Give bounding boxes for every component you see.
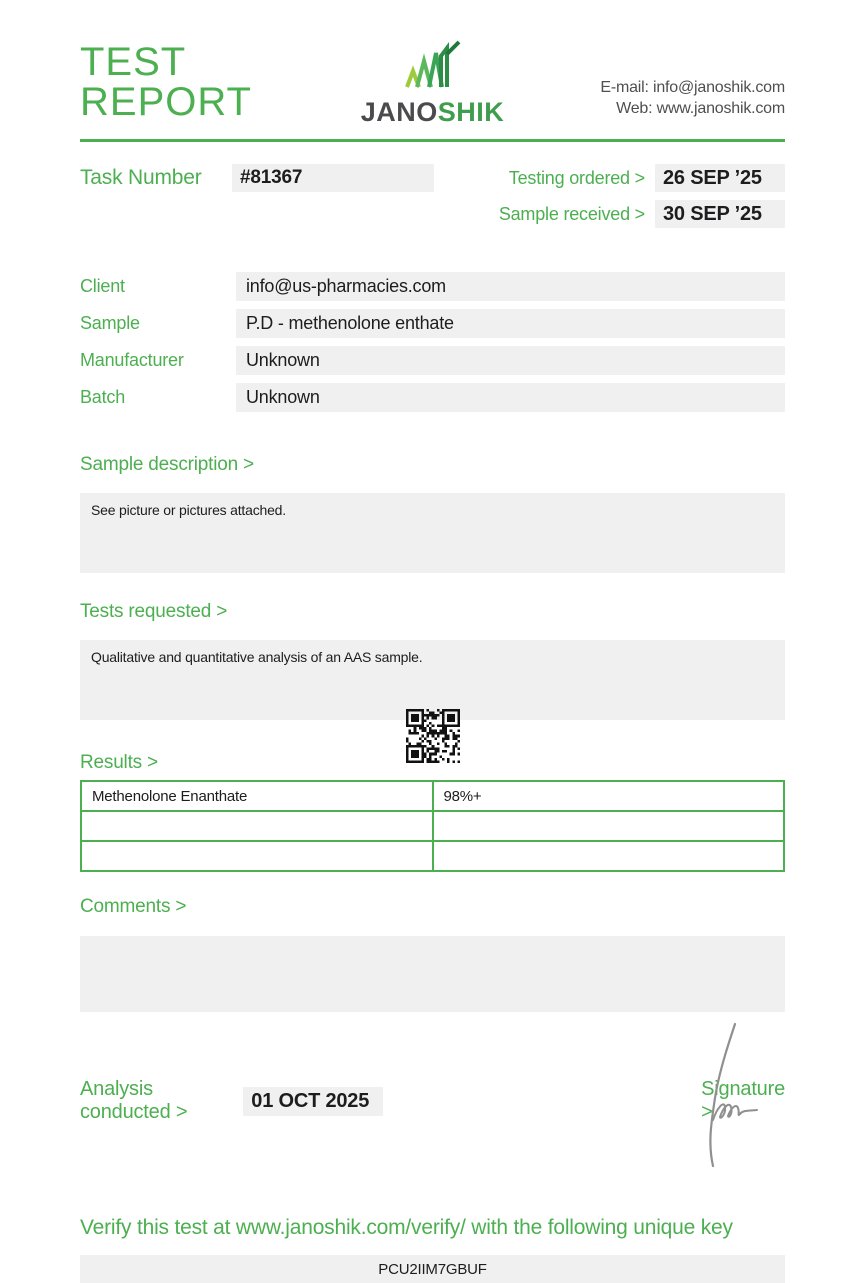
table-row: [81, 841, 784, 871]
client-value: info@us-pharmacies.com: [236, 272, 785, 301]
results-heading: Results >: [80, 752, 158, 773]
tests-requested-text: Qualitative and quantitative analysis of an AAS sample.: [91, 649, 423, 665]
contact-info: [504, 77, 785, 126]
signature-scribble: [671, 1020, 767, 1175]
contact-email: E-mail: info@janoshik.com: [600, 78, 785, 96]
sample-description-text: See picture or pictures attached.: [91, 502, 286, 518]
results-table: [80, 780, 785, 872]
testing-ordered-value: 26 SEP ’25: [655, 164, 785, 192]
sample-label: Sample: [80, 313, 140, 333]
logo-text-jano: JANO: [360, 97, 438, 127]
detail-row-sample: [80, 309, 785, 338]
unique-key-value: PCU2IIM7GBUF: [80, 1255, 785, 1283]
result-value: 98%+: [433, 781, 785, 811]
sample-description-box: [80, 493, 785, 573]
detail-row-client: [80, 272, 785, 301]
table-row: [81, 781, 784, 811]
results-header-area: [80, 724, 785, 780]
task-number-row: [80, 164, 434, 192]
tests-requested-heading: Tests requested >: [80, 601, 228, 622]
header-divider: [80, 139, 785, 142]
testing-ordered-label: Testing ordered >: [508, 167, 645, 188]
detail-row-batch: [80, 383, 785, 412]
task-number-label: Task Number: [80, 166, 202, 189]
report-header: [80, 40, 785, 126]
verify-instruction: Verify this test at www.janoshik.com/verify/ with the following unique key: [80, 1216, 733, 1239]
comments-heading: Comments >: [80, 896, 187, 917]
qr-code: [406, 706, 460, 771]
signature-label: Signature >: [701, 1078, 785, 1123]
manufacturer-value: Unknown: [236, 346, 785, 375]
sample-details: [80, 272, 785, 412]
sample-received-label: Sample received >: [498, 203, 645, 224]
sample-value: P.D - methenolone enthate: [236, 309, 785, 338]
sample-received-row: [499, 200, 785, 228]
janoshik-logo: [361, 40, 505, 126]
batch-label: Batch: [80, 387, 126, 407]
result-value: [433, 811, 785, 841]
sample-description-heading: Sample description >: [80, 454, 254, 475]
comments-box: [80, 936, 785, 1012]
contact-web: Web: www.janoshik.com: [616, 100, 785, 118]
dates-column: [499, 164, 785, 228]
growth-chart-icon: [401, 40, 465, 97]
sample-received-value: 30 SEP ’25: [655, 200, 785, 228]
meta-section: [80, 164, 785, 228]
client-label: Client: [80, 276, 125, 296]
task-number-value: #81367: [232, 164, 434, 192]
result-substance: [81, 811, 433, 841]
analysis-date-value: 01 OCT 2025: [243, 1087, 383, 1116]
detail-row-manufacturer: [80, 346, 785, 375]
batch-value: Unknown: [236, 383, 785, 412]
manufacturer-label: Manufacturer: [80, 350, 184, 370]
logo-text-shik: SHIK: [437, 97, 505, 127]
result-substance: Methenolone Enanthate: [81, 781, 433, 811]
result-substance: [81, 841, 433, 871]
testing-ordered-row: [499, 164, 785, 192]
footer-row: [80, 1078, 785, 1124]
logo-wordmark: [361, 99, 505, 126]
analysis-conducted-label: Analysis conducted >: [80, 1078, 188, 1123]
result-value: [433, 841, 785, 871]
page-title: TEST REPORT: [80, 40, 252, 124]
table-row: [81, 811, 784, 841]
